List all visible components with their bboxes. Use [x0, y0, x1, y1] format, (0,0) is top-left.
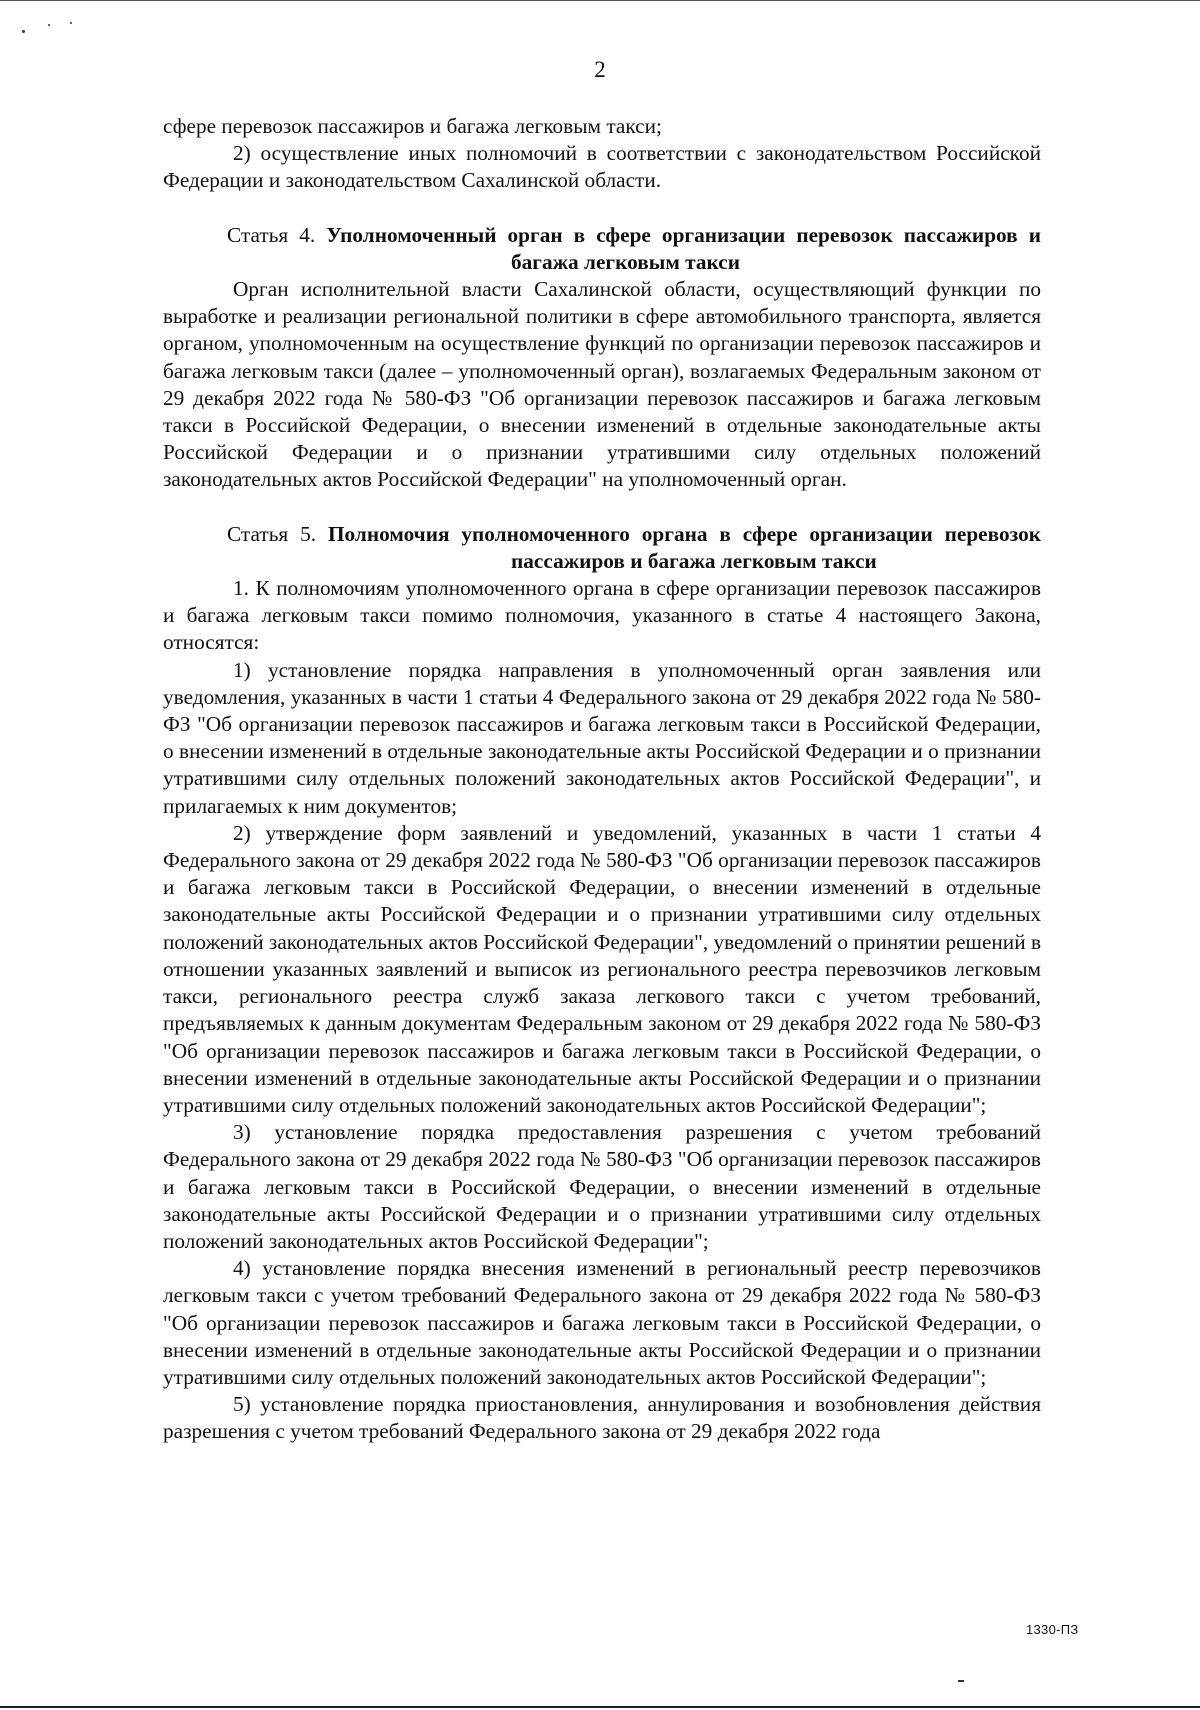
- scan-edge-top: [0, 0, 1200, 1]
- list-item: 2) утверждение форм заявлений и уведомлений, указанных в части 1 статьи 4 Федерального закона от 29 декабря 2022 года № 580-ФЗ "Об организации перевозок пассажиров и багажа легковым такси в Российской Федерации, о внесении изменений в отдельные законодательные акты Российской Федерации и о признании утратившими силу отдельных положений законодательных актов Российской Федерации", уведомлений о принятии решений в отношении указанных заявлений и выписок из регионального реестра перевозчиков легковым такси, регионального реестра служб заказа легкового такси с учетом требований, предъявляемых к данным документам Федеральным законом от 29 декабря 2022 года № 580-ФЗ "Об организации перевозок пассажиров и багажа легковым такси в Российской Федерации, о внесении изменений в отдельные законодательные акты Российской Федерации и о признании утратившими силу отдельных положений законодательных актов Российской Федерации";: [163, 820, 1041, 1117]
- list-item: 5) установление порядка приостановления, аннулирования и возобновления действия разрешения с учетом требований Федерального закона от 29 декабря 2022 года: [163, 1392, 1041, 1444]
- list-item: 4) установление порядка внесения изменений в региональный реестр перевозчиков легковым такси с учетом требований Федерального закона от 29 декабря 2022 года № 580-ФЗ "Об организации перевозок пассажиров и багажа легковым такси в Российской Федерации, о внесении изменений в отдельные законодательные акты Российской Федерации и о признании утратившими силу отдельных положений законодательных актов Российской Федерации";: [163, 1256, 1041, 1389]
- article-title: Полномочия уполномоченного органа в сфере организации перевозок пассажиров и багажа легковым такси: [327, 521, 1041, 573]
- list-item: 3) установление порядка предоставления разрешения с учетом требований Федерального закона от 29 декабря 2022 года № 580-ФЗ "Об организации перевозок пассажиров и багажа легковым такси в Российской Федерации, о внесении изменений в отдельные законодательные акты Российской Федерации и о признании утратившими силу отдельных положений законодательных актов Российской Федерации";: [163, 1120, 1041, 1253]
- document-code: 1330-ПЗ: [1026, 1622, 1079, 1637]
- list-item: 1) установление порядка направления в уполномоченный орган заявления или уведомления, указанных в части 1 статьи 4 Федерального закона от 29 декабря 2022 года № 580-ФЗ "Об организации перевозок пассажиров и багажа легковым такси в Российской Федерации, о внесении изменений в отдельные законодательные акты Российской Федерации и о признании утратившими силу отдельных положений законодательных актов Российской Федерации", и прилагаемых к ним документов;: [163, 657, 1041, 818]
- scan-speck: [70, 22, 72, 24]
- paragraph: сфере перевозок пассажиров и багажа легковым такси;: [163, 114, 662, 138]
- article-4-heading: [163, 222, 1041, 276]
- paragraph: 1. К полномочиям уполномоченного органа в сфере организации перевозок пассажиров и багажа легковым такси помимо полномочия, указанного в статье 4 настоящего Закона, относятся:: [163, 576, 1041, 655]
- paragraph: Орган исполнительной власти Сахалинской области, осуществляющий функции по выработке и реализации региональной политики в сфере автомобильного транспорта, является органом, уполномоченным на осуществление функций по организации перевозок пассажиров и багажа легковым такси (далее – уполномоченный орган), возлагаемых Федеральным законом от 29 декабря 2022 года № 580-ФЗ "Об организации перевозок пассажиров и багажа легковым такси в Российской Федерации, о внесении изменений в отдельные законодательные акты Российской Федерации и о признании утратившими силу отдельных положений законодательных актов Российской Федерации" на уполномоченный орган.: [163, 277, 1041, 492]
- article-5-heading: [163, 521, 1041, 575]
- article-title: Уполномоченный орган в сфере организации перевозок пассажиров и багажа легковым такси: [326, 222, 1041, 274]
- document-body: [163, 113, 1041, 1446]
- scan-speck: [22, 30, 25, 33]
- scan-speck: [48, 24, 50, 26]
- paragraph: 2) осуществление иных полномочий в соответствии с законодательством Российской Федерации и законодательством Сахалинской области.: [163, 141, 1041, 193]
- spacer: [163, 494, 1041, 521]
- page-number: 2: [594, 57, 606, 82]
- scan-speck: [958, 1680, 964, 1682]
- spacer: [163, 195, 1041, 222]
- article-number: Статья 4.: [227, 222, 327, 247]
- article-number: Статья 5.: [227, 521, 328, 546]
- scan-edge-bottom: [0, 1706, 1200, 1708]
